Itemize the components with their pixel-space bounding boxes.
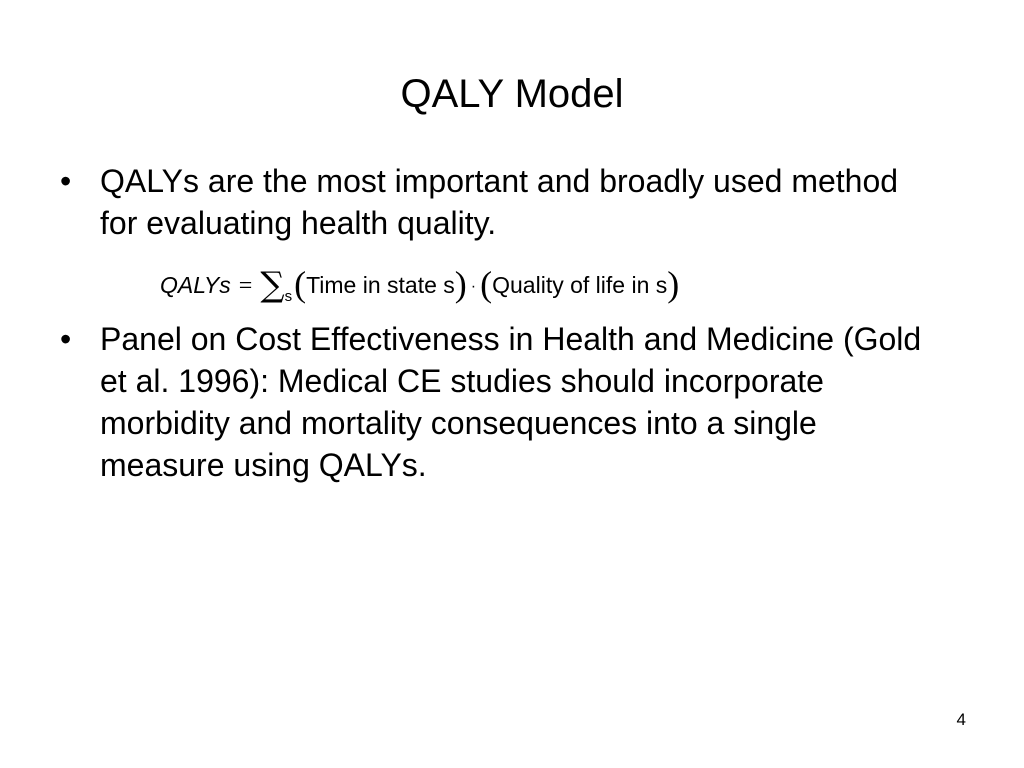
bullet-text: QALYs are the most important and broadly used method for evaluating health quality. xyxy=(100,163,899,241)
close-paren: ) xyxy=(454,264,467,304)
bullet-item xyxy=(60,318,940,486)
bullet-item xyxy=(60,160,940,244)
bullet-text: Panel on Cost Effectiveness in Health and Medicine (Gold et al. 1996): Medical CE studies should incorporate morbidity and mortality consequences into a single measure using QALYs. xyxy=(100,321,922,483)
bullet-marker: • xyxy=(60,321,72,357)
open-paren: ( xyxy=(294,264,307,304)
page-number: 4 xyxy=(956,710,966,729)
close-paren: ) xyxy=(667,264,680,304)
multiply-dot: · xyxy=(470,278,477,295)
sum-index: s xyxy=(284,288,293,305)
formula-equals: = xyxy=(238,273,253,299)
formula-term-quality: Quality of life in s xyxy=(492,272,668,298)
bullet-marker: • xyxy=(60,163,72,199)
sum-symbol-icon: ∑ xyxy=(260,265,285,305)
formula-lhs: QALYs xyxy=(160,272,231,298)
qaly-formula xyxy=(160,256,679,306)
formula-term-time: Time in state s xyxy=(306,272,455,298)
open-paren: ( xyxy=(480,264,493,304)
slide-title: QALY Model xyxy=(400,72,624,116)
